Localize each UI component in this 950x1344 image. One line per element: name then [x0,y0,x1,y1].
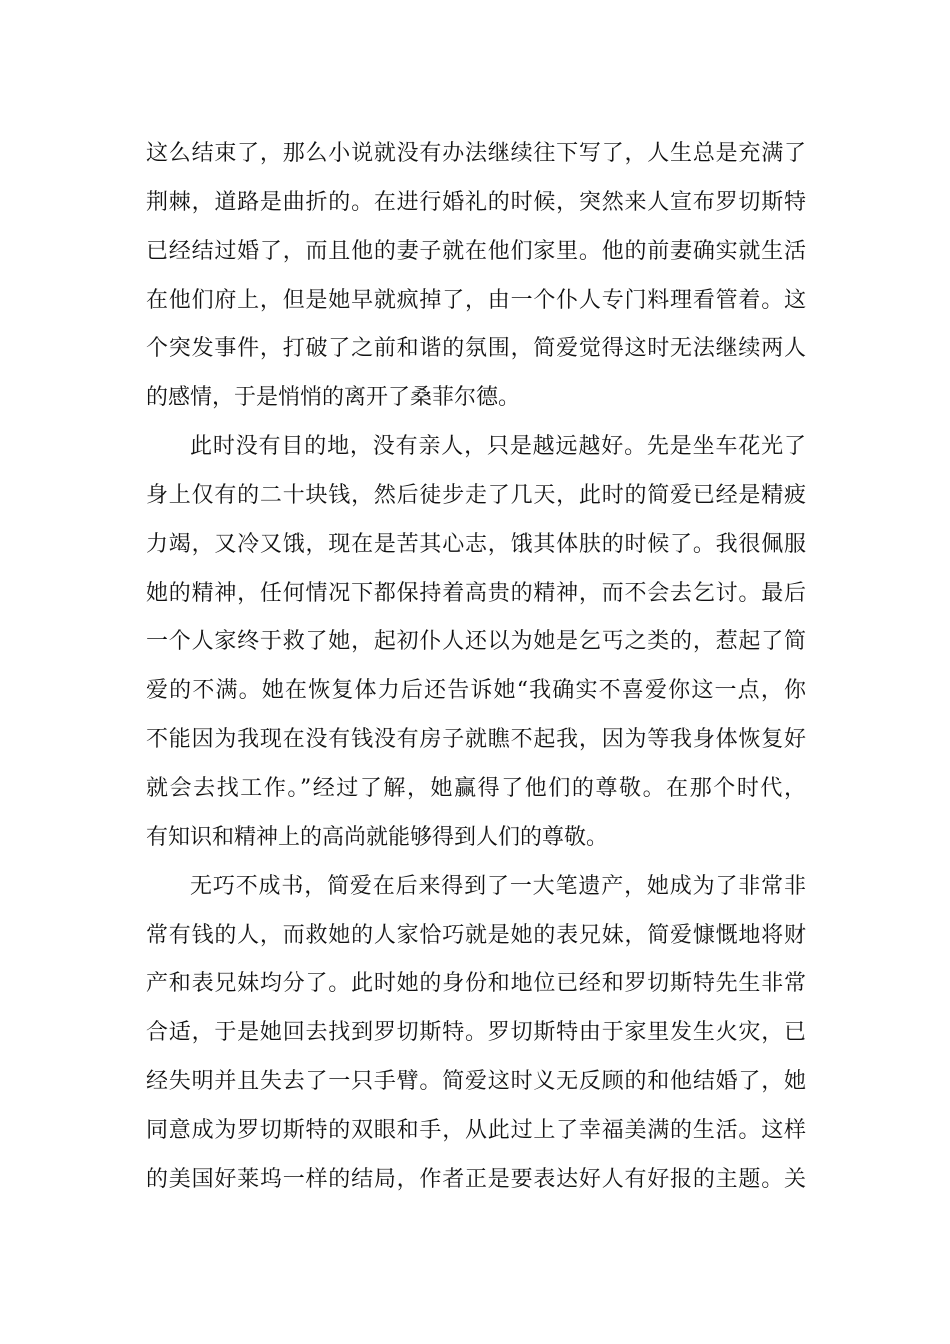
text-line: 不能因为我现在没有钱没有房子就瞧不起我，因为等我身体恢复好 [146,727,806,753]
text-line: 就会去找工作。”经过了解，她赢得了他们的尊敬。在那个时代， [146,775,806,801]
text-line: 产和表兄妹均分了。此时她的身份和地位已经和罗切斯特先生非常 [146,971,806,997]
text-line: 同意成为罗切斯特的双眼和手，从此过上了幸福美满的生活。这样 [146,1117,806,1143]
text-line: 无巧不成书，简爱在后来得到了一大笔遗产，她成为了非常非 [190,873,806,899]
text-line: 已经结过婚了，而且他的妻子就在他们家里。他的前妻确实就生活 [146,238,806,264]
text-line: 荆棘，道路是曲折的。在进行婚礼的时候，突然来人宣布罗切斯特 [146,189,806,215]
text-line: 此时没有目的地，没有亲人，只是越远越好。先是坐车花光了 [190,434,806,460]
text-line: 合适，于是她回去找到罗切斯特。罗切斯特由于家里发生火灾，已 [146,1020,806,1046]
text-line: 个突发事件，打破了之前和谐的氛围，简爱觉得这时无法继续两人 [146,336,806,362]
text-line: 身上仅有的二十块钱，然后徒步走了几天，此时的简爱已经是精疲 [146,482,806,508]
text-line: 的感情，于是悄悄的离开了桑菲尔德。 [146,385,521,411]
text-line: 在他们府上，但是她早就疯掉了，由一个仆人专门料理看管着。这 [146,287,806,313]
text-line: 爱的不满。她在恢复体力后还告诉她“我确实不喜爱你这一点，你 [146,678,806,704]
text-line: 常有钱的人，而救她的人家恰巧就是她的表兄妹，简爱慷慨地将财 [146,922,806,948]
text-line: 的美国好莱坞一样的结局，作者正是要表达好人有好报的主题。关 [146,1166,806,1192]
document-body [146,130,806,1205]
text-line: 这么结束了，那么小说就没有办法继续往下写了，人生总是充满了 [146,141,806,166]
text-line: 一个人家终于救了她，起初仆人还以为她是乞丐之类的，惹起了简 [146,629,806,655]
text-line: 她的精神，任何情况下都保持着高贵的精神，而不会去乞讨。最后 [146,580,806,606]
text-line: 力竭，又冷又饿，现在是苦其心志，饿其体肤的时候了。我很佩服 [146,531,806,557]
text-line: 有知识和精神上的高尚就能够得到人们的尊敬。 [146,824,609,850]
text-line: 经失明并且失去了一只手臂。简爱这时义无反顾的和他结婚了，她 [146,1069,806,1095]
